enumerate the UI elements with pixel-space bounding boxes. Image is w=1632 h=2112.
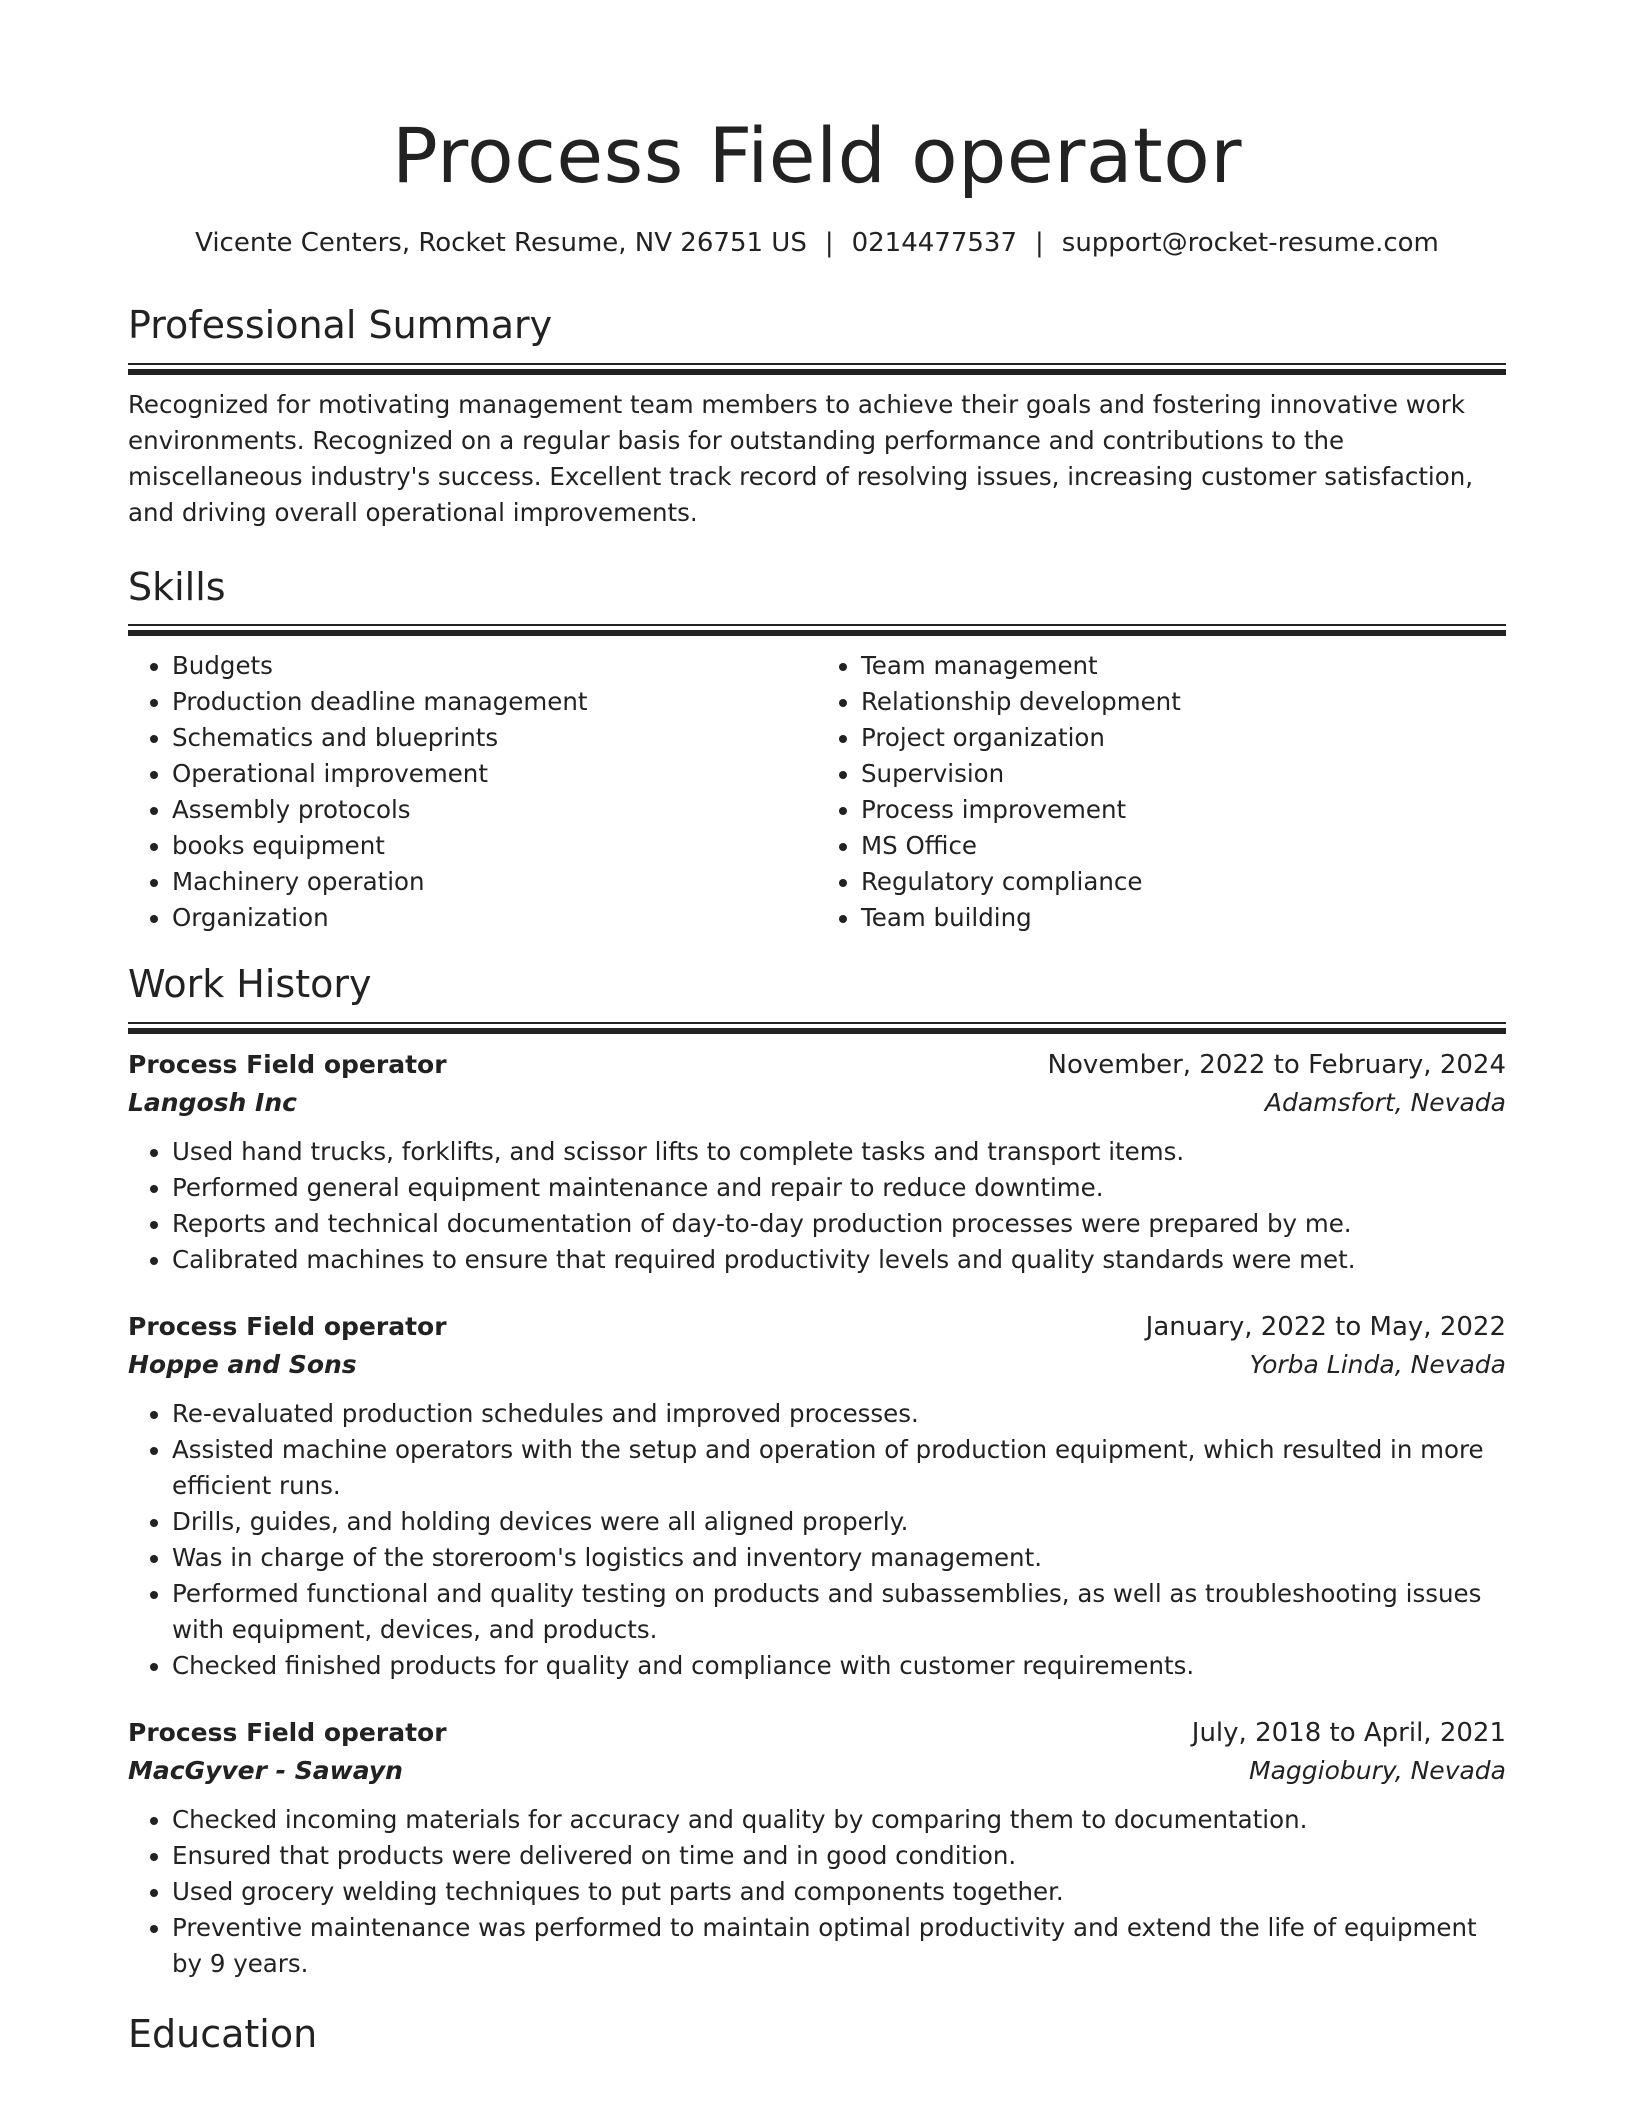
skill-item: • Production deadline management: [172, 684, 817, 720]
skill-item: • Regulatory compliance: [861, 864, 1506, 900]
job-title-row: [128, 1046, 1506, 1084]
job-company: MacGyver - Sawayn: [128, 1755, 403, 1785]
contact-email: support@rocket-resume.com: [1061, 228, 1439, 258]
job-bullet: • Assisted machine operators with the setup and operation of production equipment, which resulted in more efficient runs.: [172, 1432, 1506, 1504]
job-bullet: • Calibrated machines to ensure that required productivity levels and quality standards were met.: [172, 1242, 1506, 1278]
skill-item: • books equipment: [172, 828, 817, 864]
job-company: Langosh Inc: [128, 1087, 297, 1117]
skills-list-right: [817, 648, 1506, 936]
skill-item: • Operational improvement: [172, 756, 817, 792]
job-company: Hoppe and Sons: [128, 1349, 357, 1379]
job-entry: [128, 1308, 1506, 1684]
job-location: Yorba Linda, Nevada: [1249, 1349, 1506, 1379]
contact-phone: 0214477537: [851, 228, 1018, 258]
section-title-education: Education: [128, 2011, 318, 2056]
job-bullet: • Used hand trucks, forklifts, and scissor lifts to complete tasks and transport items.: [172, 1134, 1506, 1170]
job-company-row: [128, 1752, 1506, 1790]
job-bullet: • Performed general equipment maintenance and repair to reduce downtime.: [172, 1170, 1506, 1206]
job-title: Process Field operator: [128, 1717, 447, 1747]
job-title: Process Field operator: [128, 1311, 447, 1341]
job-dates: November, 2022 to February, 2024: [1047, 1049, 1506, 1080]
job-bullet-list: [128, 1134, 1506, 1278]
skill-item: • Schematics and blueprints: [172, 720, 817, 756]
skill-item: • Team management: [861, 648, 1506, 684]
skill-item: • Project organization: [861, 720, 1506, 756]
skill-item: • Supervision: [861, 756, 1506, 792]
job-title: Process Field operator: [128, 1049, 447, 1079]
section-title-work-history: Work History: [128, 962, 372, 1007]
contact-separator: |: [1035, 228, 1044, 258]
job-bullet: • Was in charge of the storeroom's logistics and inventory management.: [172, 1540, 1506, 1576]
job-dates: July, 2018 to April, 2021: [1191, 1717, 1506, 1748]
skill-item: • Team building: [861, 900, 1506, 936]
job-bullet: • Checked incoming materials for accuracy and quality by comparing them to documentation.: [172, 1802, 1506, 1838]
section-divider: [128, 624, 1506, 636]
skills-list-left: [128, 648, 817, 936]
candidate-name: Process Field operator: [392, 111, 1242, 200]
contact-address: Vicente Centers, Rocket Resume, NV 26751 US: [195, 228, 807, 258]
skill-item: • MS Office: [861, 828, 1506, 864]
job-bullet: • Ensured that products were delivered on time and in good condition.: [172, 1838, 1506, 1874]
section-title-skills: Skills: [128, 564, 226, 609]
work-history-section: [128, 962, 1506, 1982]
job-bullet: • Re-evaluated production schedules and improved processes.: [172, 1396, 1506, 1432]
section-title-summary: Professional Summary: [128, 303, 553, 348]
job-location: Maggiobury, Nevada: [1249, 1755, 1506, 1785]
contact-line: [128, 228, 1506, 259]
job-bullet: • Preventive maintenance was performed to maintain optimal productivity and extend the life of equipment by 9 years.: [172, 1910, 1506, 1982]
skill-item: • Relationship development: [861, 684, 1506, 720]
skill-item: • Assembly protocols: [172, 792, 817, 828]
job-location: Adamsfort, Nevada: [1264, 1087, 1506, 1117]
skill-item: • Machinery operation: [172, 864, 817, 900]
job-list: [128, 1046, 1506, 1982]
skill-item: • Organization: [172, 900, 817, 936]
skills-section: [128, 565, 1506, 937]
job-dates: January, 2022 to May, 2022: [1145, 1311, 1506, 1342]
job-bullet-list: [128, 1396, 1506, 1684]
job-bullet: • Drills, guides, and holding devices were all aligned properly.: [172, 1504, 1506, 1540]
job-entry: [128, 1714, 1506, 1982]
job-bullet: • Checked finished products for quality and compliance with customer requirements.: [172, 1648, 1506, 1684]
education-section: [128, 2012, 1506, 2058]
summary-text: Recognized for motivating management team members to achieve their goals and fostering innovative work environments. Recognized on a regular basis for outstanding performance and contributions to the miscellaneous industry's success. Excellent track record of resolving issues, increasing customer satisfaction, and driving overall operational improvements.: [128, 389, 1474, 527]
contact-separator: |: [824, 228, 834, 258]
skill-item: • Process improvement: [861, 792, 1506, 828]
skills-grid: [128, 648, 1506, 936]
job-bullet: • Reports and technical documentation of day-to-day production processes were prepared by me.: [172, 1206, 1506, 1242]
section-divider: [128, 363, 1506, 375]
job-bullet: • Performed functional and quality testing on products and subassemblies, as well as troubleshooting issues with equipment, devices, and products.: [172, 1576, 1506, 1648]
section-divider: [128, 1022, 1506, 1034]
job-title-row: [128, 1714, 1506, 1752]
job-title-row: [128, 1308, 1506, 1346]
skill-item: • Budgets: [172, 648, 817, 684]
job-company-row: [128, 1084, 1506, 1122]
job-bullet: • Used grocery welding techniques to put parts and components together.: [172, 1874, 1506, 1910]
job-company-row: [128, 1346, 1506, 1384]
job-bullet-list: [128, 1802, 1506, 1982]
job-entry: [128, 1046, 1506, 1278]
summary-section: [128, 303, 1506, 531]
